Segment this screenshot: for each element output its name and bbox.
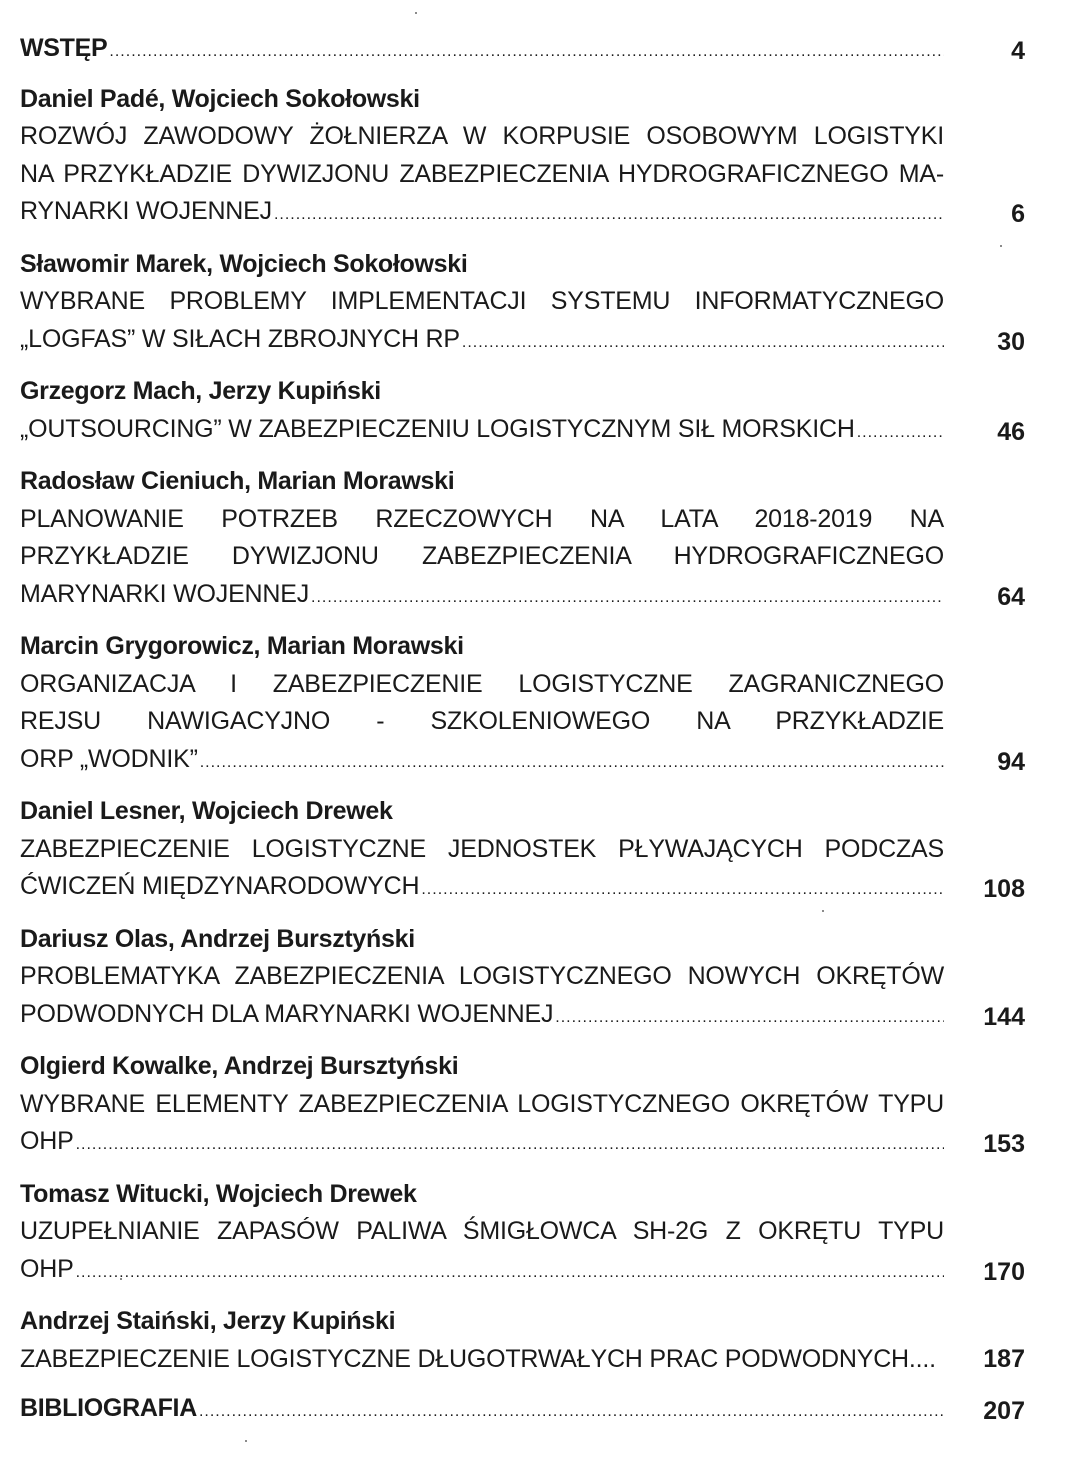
dot-leader (200, 744, 944, 782)
dot-leader (462, 324, 944, 362)
entry-title-line: PODWODNYCH DLA MARYNARKI WOJENNEJ (20, 999, 554, 1028)
entry-title-line: REJSU NAWIGACYJNO - SZKOLENIOWEGO NA PRZYKŁADZIE (20, 707, 944, 735)
scan-speck (120, 1278, 122, 1280)
scan-speck (245, 1440, 247, 1442)
entry-authors: Sławomir Marek, Wojciech Sokołowski (20, 249, 468, 278)
toc-entry (20, 246, 1025, 362)
dot-leader (76, 1254, 944, 1292)
dot-leader (311, 579, 944, 617)
entry-title-line: NA PRZYKŁADZIE DYWIZJONU ZABEZPIECZENIA HYDROGRAFICZNEGO MA- (20, 159, 944, 188)
entry-page: 144 (983, 1002, 1025, 1031)
entry-page: 170 (983, 1257, 1025, 1286)
entry-page: 94 (997, 747, 1025, 776)
table-of-contents (20, 30, 1025, 1431)
scan-speck (415, 12, 417, 14)
entry-title-line: ĆWICZEŃ MIĘDZYNARODOWYCH (20, 872, 420, 900)
entry-title-line: UZUPEŁNIANIE ZAPASÓW PALIWA ŚMIGŁOWCA SH-2G Z OKRĘTU TYPU (20, 1217, 944, 1245)
toc-entry (20, 1176, 1025, 1292)
entry-title-line: ZABEZPIECZENIE LOGISTYCZNE JEDNOSTEK PŁYWAJĄCYCH PODCZAS (20, 834, 944, 863)
dot-leader (109, 33, 944, 71)
entry-page: 187 (983, 1344, 1025, 1373)
toc-bibliography (20, 1390, 1025, 1431)
entry-title-line: PROBLEMATYKA ZABEZPIECZENIA LOGISTYCZNEGO NOWYCH OKRĘTÓW (20, 962, 944, 990)
entry-authors: Marcin Grygorowicz, Marian Morawski (20, 632, 464, 660)
entry-title-line: „OUTSOURCING” W ZABEZPIECZENIU LOGISTYCZNYM SIŁ MORSKICH (20, 414, 855, 443)
entry-title-line: PLANOWANIE POTRZEB RZECZOWYCH NA LATA 2018-2019 NA (20, 504, 944, 533)
toc-entry (20, 1048, 1025, 1164)
toc-entry (20, 463, 1025, 616)
toc-entry (20, 1303, 1025, 1378)
toc-intro (20, 30, 1025, 71)
dot-leader (199, 1393, 944, 1431)
bibliography-label: BIBLIOGRAFIA (20, 1394, 197, 1422)
dot-leader (555, 999, 944, 1037)
entry-authors: Daniel Lesner, Wojciech Drewek (20, 797, 393, 825)
entry-authors: Olgierd Kowalke, Andrzej Bursztyński (20, 1052, 459, 1080)
entry-page: 46 (997, 417, 1025, 446)
entry-title-line: MARYNARKI WOJENNEJ (20, 579, 310, 608)
entry-title-line: WYBRANE PROBLEMY IMPLEMENTACJI SYSTEMU INFORMATYCZNEGO (20, 287, 944, 315)
dot-leader (76, 1126, 944, 1164)
toc-entry (20, 373, 1025, 451)
entry-title-line: ZABEZPIECZENIE LOGISTYCZNE DŁUGOTRWAŁYCH PRAC PODWODNYCH.... (20, 1344, 936, 1373)
toc-entry (20, 921, 1025, 1037)
toc-entry (20, 628, 1025, 781)
dot-leader (421, 871, 944, 909)
toc-entry (20, 793, 1025, 909)
entry-authors: Grzegorz Mach, Jerzy Kupiński (20, 377, 381, 405)
entry-page: 153 (983, 1130, 1025, 1158)
entry-authors: Andrzej Staiński, Jerzy Kupiński (20, 1307, 396, 1335)
entry-title-line: OHP (20, 1254, 74, 1283)
entry-title-line: ORGANIZACJA I ZABEZPIECZENIE LOGISTYCZNE ZAGRANICZNEGO (20, 669, 944, 698)
entry-authors: Radosław Cieniuch, Marian Morawski (20, 467, 455, 495)
entry-title-line: OHP (20, 1127, 74, 1155)
entry-title-line: ROZWÓJ ZAWODOWY ŻOŁNIERZA W KORPUSIE OSOBOWYM LOGISTYKI (20, 122, 944, 150)
entry-title-line: ORP „WODNIK” (20, 744, 198, 773)
entry-authors: Tomasz Witucki, Wojciech Drewek (20, 1179, 417, 1208)
entry-title-line: WYBRANE ELEMENTY ZABEZPIECZENIA LOGISTYCZNEGO OKRĘTÓW TYPU (20, 1089, 944, 1118)
bibliography-page: 207 (983, 1397, 1025, 1425)
intro-page: 4 (1011, 37, 1025, 65)
scan-speck (1000, 245, 1002, 247)
entry-title-line: „LOGFAS” W SIŁACH ZBROJNYCH RP (20, 324, 460, 353)
entry-page: 6 (1011, 200, 1025, 228)
entry-page: 30 (997, 327, 1025, 356)
entry-title-line: PRZYKŁADZIE DYWIZJONU ZABEZPIECZENIA HYDROGRAFICZNEGO (20, 542, 944, 570)
entry-page: 108 (983, 875, 1025, 903)
entry-page: 64 (997, 582, 1025, 611)
entry-authors: Daniel Padé, Wojciech Sokołowski (20, 84, 420, 113)
scan-speck (822, 910, 824, 912)
dot-leader (857, 414, 944, 452)
entry-title-line: RYNARKI WOJENNEJ (20, 197, 272, 225)
dot-leader (274, 196, 944, 234)
intro-label: WSTĘP (20, 34, 108, 62)
toc-entry (20, 81, 1025, 234)
entry-authors: Dariusz Olas, Andrzej Bursztyński (20, 924, 415, 953)
